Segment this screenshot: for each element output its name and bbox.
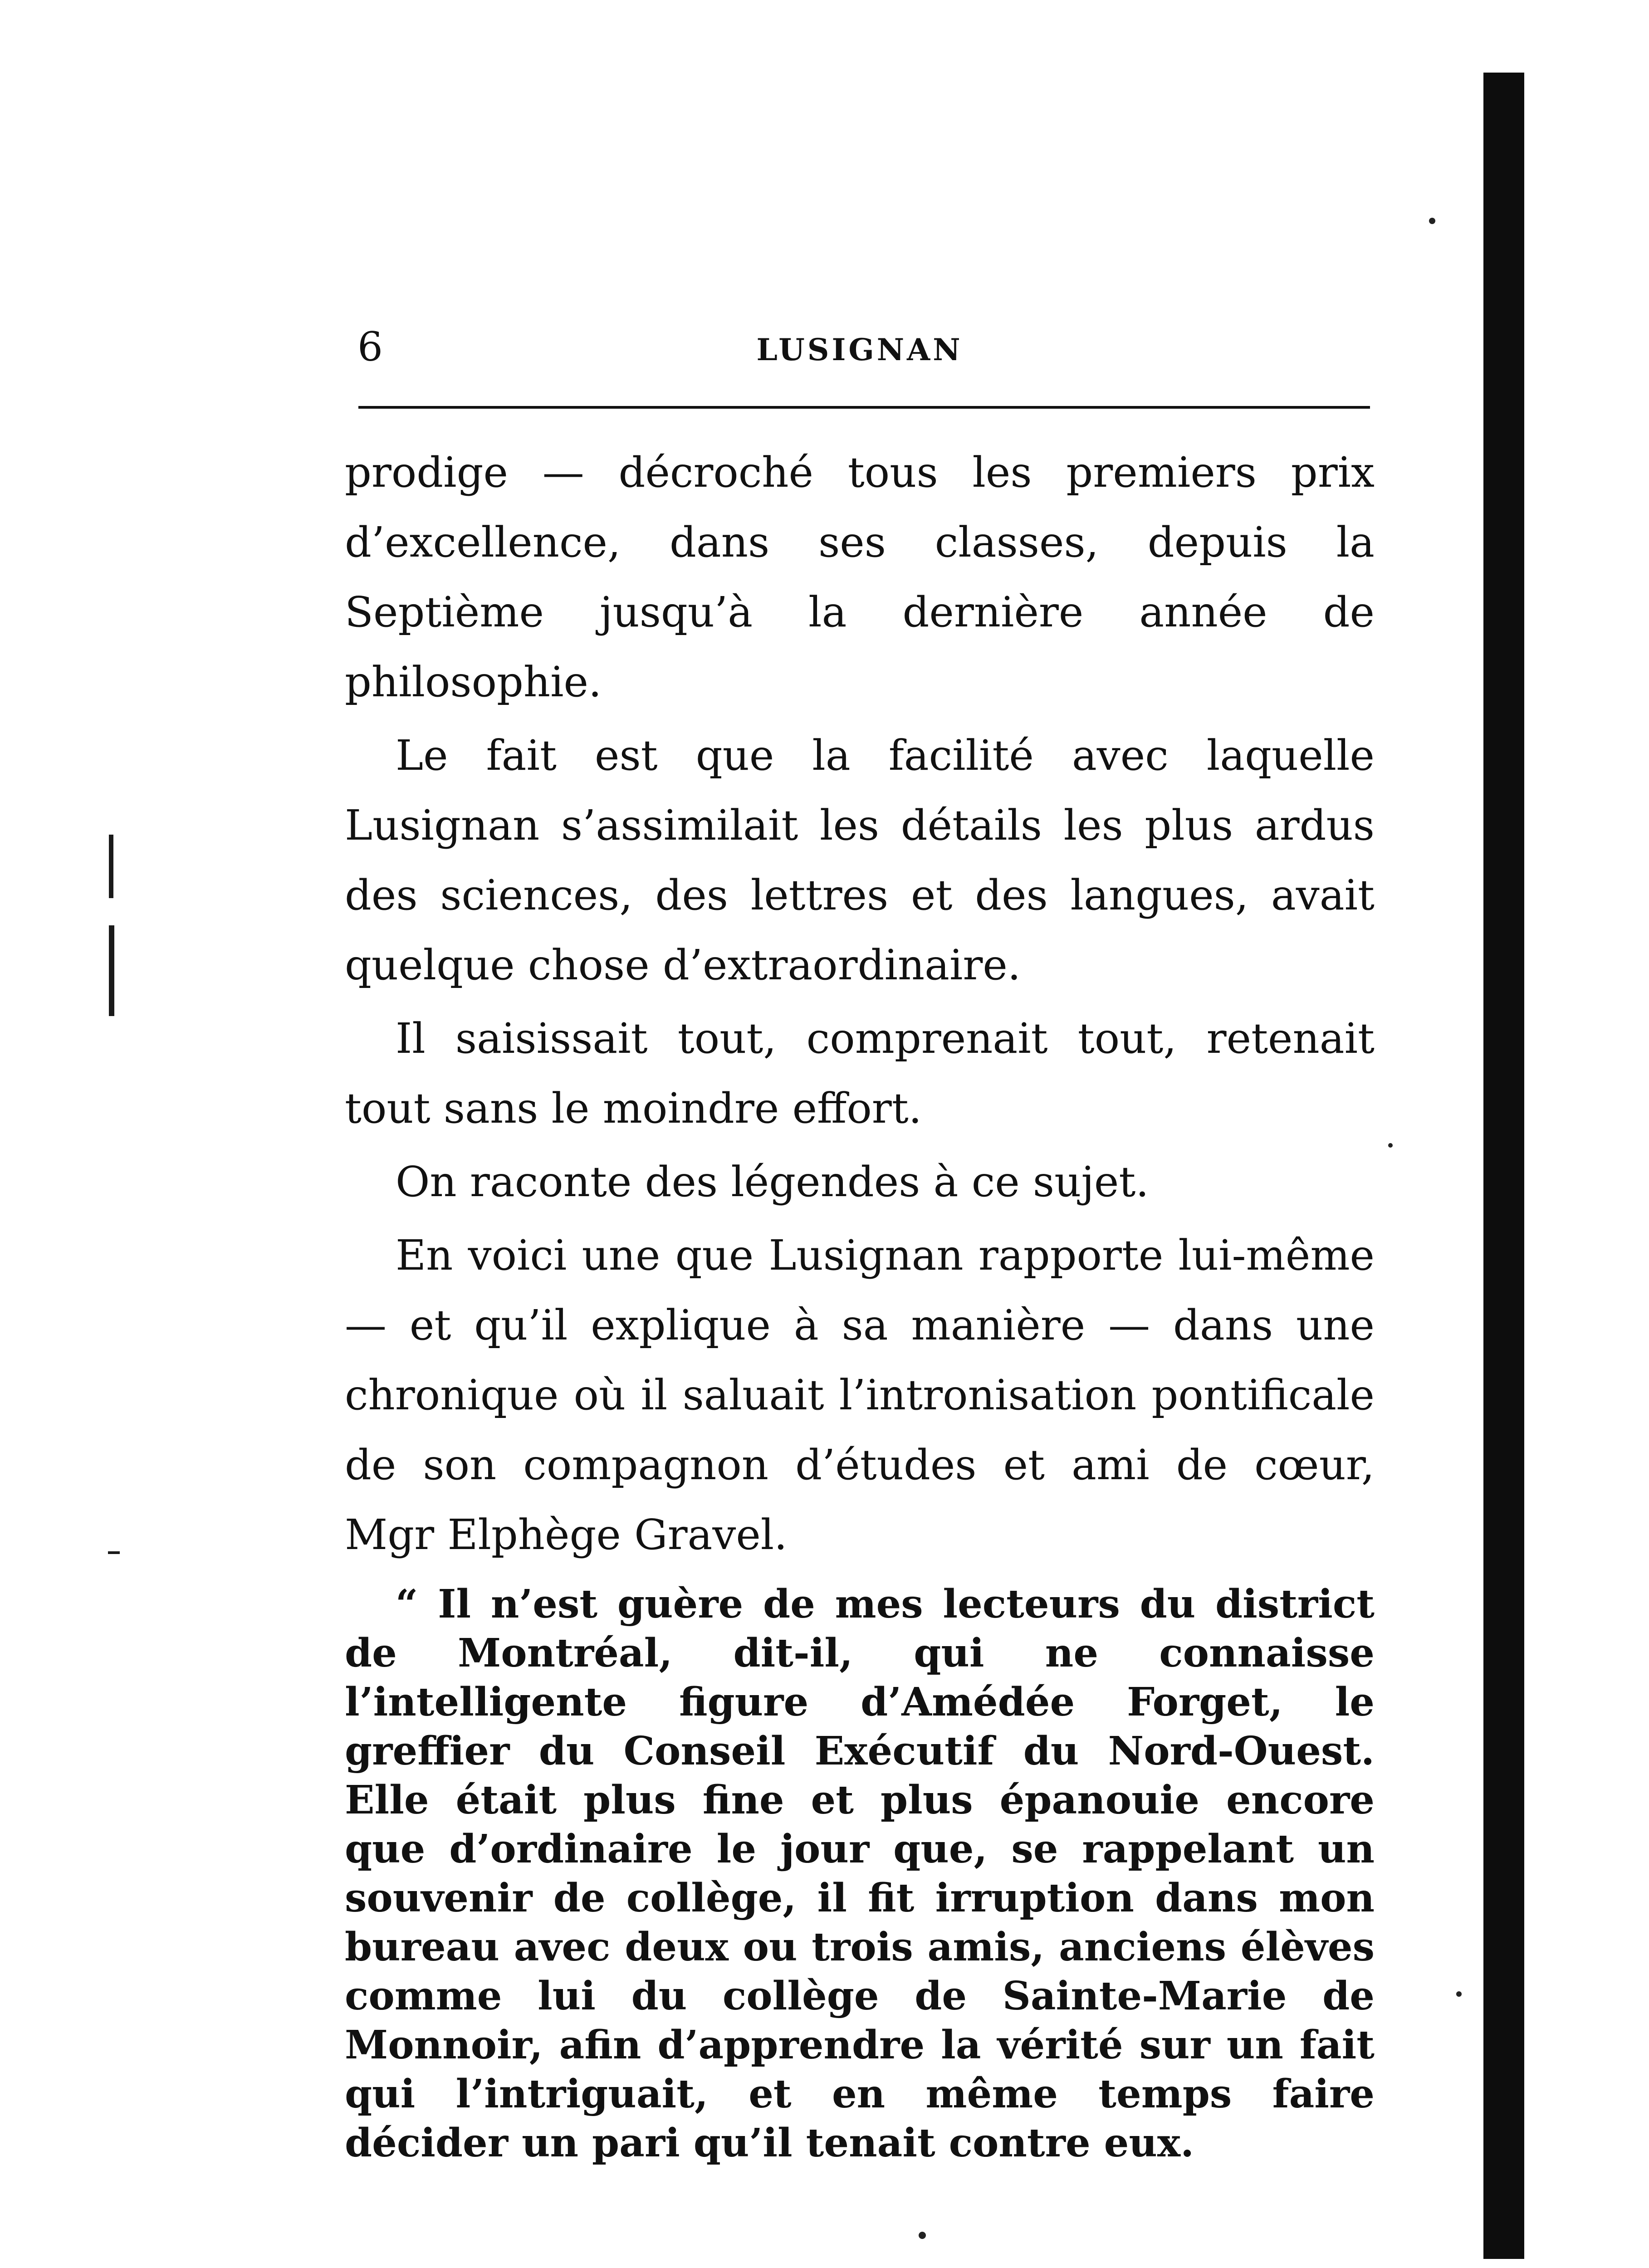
margin-mark [109,925,114,1016]
margin-mark [108,1551,120,1554]
paragraph: Le fait est que la facilité avec laquelle Lusignan s’assimilait les détails les plus ardus des sciences, des lettres et des langues, avait quelque chose d’extraordinaire. [345,731,1375,989]
scan-speck [1388,1143,1393,1148]
scan-speck [1456,1991,1462,1997]
page-header [354,320,1365,374]
header-rule [358,406,1370,409]
paragraph: On raconte des légendes à ce sujet. [396,1158,1149,1206]
scan-edge-shadow [1483,73,1524,2259]
paragraph: En voici une que Lusignan rapporte lui-même — et qu’il explique à sa manière — dans une chronique où il saluait l’intronisation pontificale de son compagnon d’études et ami de cœur, Mgr Elphège Gravel. [345,1231,1375,1559]
page-number: 6 [357,323,383,370]
body-text [345,438,1375,2171]
running-title: LUSIGNAN [756,332,963,367]
paragraph: Il saisissait tout, comprenait tout, retenait tout sans le moindre effort. [345,1014,1375,1133]
quotation-paragraph: “ Il n’est guère de mes lecteurs du district de Montréal, dit-il, qui ne connaisse l’intelligente figure d’Amédée Forget, le greffier du Conseil Exécutif du Nord-Ouest. Elle était plus fine et plus épanouie encore que d’ordinaire le jour que, se rappelant un souvenir de collège, il fit irruption dans mon bureau avec deux ou trois amis, anciens élèves comme lui du collège de Sainte-Marie de Monnoir, afin d’apprendre la vérité sur un fait qui l’intriguait, et en même temps faire décider un pari qu’il tenait contre eux. [345,1581,1375,2166]
paragraph: prodige — décroché tous les premiers prix d’excellence, dans ses classes, depuis la Septième jusqu’à la dernière année de philosophie. [345,448,1375,706]
margin-mark [109,835,113,898]
scan-speck [919,2232,926,2239]
scan-speck [1429,218,1435,224]
quotation-block [345,1580,1375,2168]
